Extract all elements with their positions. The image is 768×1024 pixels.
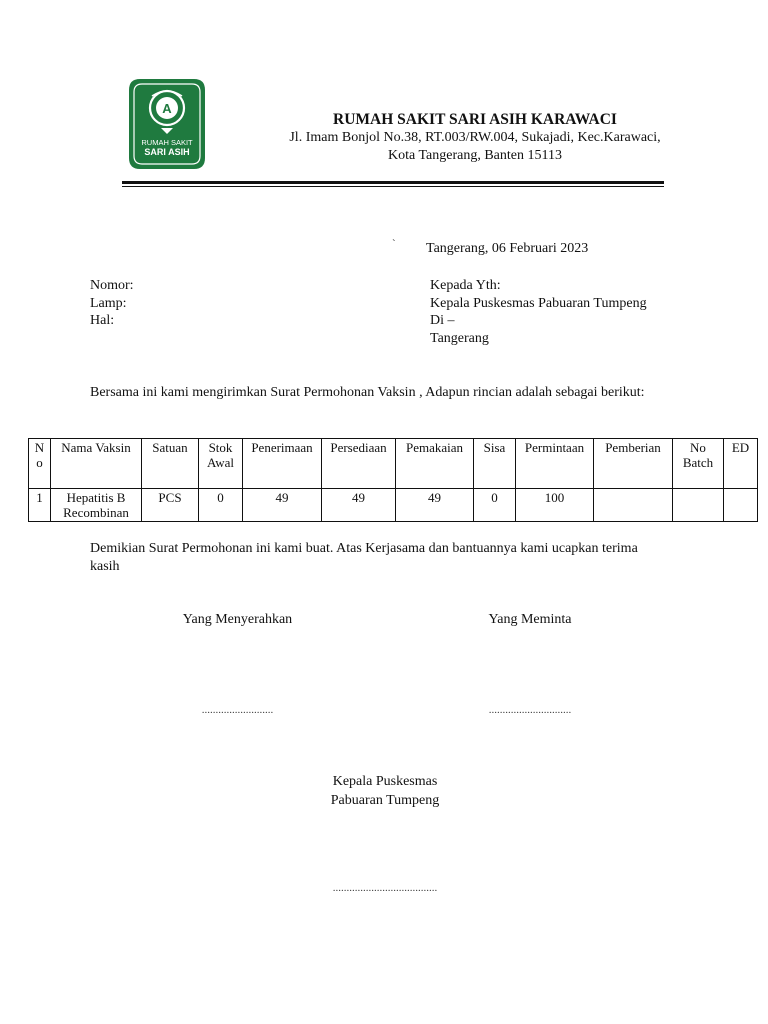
closing-paragraph: Demikian Surat Permohonan ini kami buat. Atas Kerjasama dan bantuannya kami ucapkan terima kasih bbox=[90, 541, 638, 574]
table-cell: 100 bbox=[516, 489, 594, 522]
col-header: Nama Vaksin bbox=[51, 439, 142, 489]
table-cell: 49 bbox=[322, 489, 396, 522]
address-line-1: Jl. Imam Bonjol No.38, RT.003/RW.004, Sukajadi, Kec.Karawaci, bbox=[289, 130, 661, 145]
logo-line2: SARI ASIH bbox=[144, 147, 190, 157]
table-row bbox=[29, 489, 758, 522]
hospital-address bbox=[230, 129, 720, 165]
table-cell: 49 bbox=[396, 489, 474, 522]
col-header: Sisa bbox=[474, 439, 516, 489]
recipient-block bbox=[430, 277, 647, 347]
col-header: Stok Awal bbox=[199, 439, 243, 489]
recipient-line-4: Tangerang bbox=[430, 330, 489, 346]
table-cell: PCS bbox=[142, 489, 199, 522]
table-cell bbox=[594, 489, 673, 522]
hospital-name: RUMAH SAKIT SARI ASIH KARAWACI bbox=[333, 111, 617, 128]
header-rule-thick bbox=[122, 181, 664, 184]
signature-right-line: .............................. bbox=[488, 704, 572, 716]
nomor-label: Nomor: bbox=[90, 278, 134, 293]
header-rule-thin bbox=[122, 186, 664, 187]
vaccine-table bbox=[28, 438, 758, 522]
approver-line-2: Pabuaran Tumpeng bbox=[330, 793, 440, 808]
col-header: N o bbox=[29, 439, 51, 489]
col-header: Persediaan bbox=[322, 439, 396, 489]
col-header: Penerimaan bbox=[243, 439, 322, 489]
table-cell: 1 bbox=[29, 489, 51, 522]
hal-label: Hal: bbox=[90, 313, 115, 328]
table-cell bbox=[673, 489, 724, 522]
signature-left-label: Yang Menyerahkan bbox=[182, 612, 293, 627]
col-header: Permintaan bbox=[516, 439, 594, 489]
col-header: Pemakaian bbox=[396, 439, 474, 489]
table-header-row bbox=[29, 439, 758, 489]
recipient-line-1: Kepada Yth: bbox=[430, 278, 501, 293]
col-header: Pemberian bbox=[594, 439, 673, 489]
letter-date: Tangerang, 06 Februari 2023 bbox=[426, 241, 589, 256]
address-line-2: Kota Tangerang, Banten 15113 bbox=[388, 148, 562, 163]
approver-line-1: Kepala Puskesmas bbox=[332, 774, 438, 789]
table-cell: 0 bbox=[199, 489, 243, 522]
table-cell: Hepatitis B Recombinan bbox=[51, 489, 142, 522]
stray-mark: ` bbox=[392, 238, 396, 250]
lamp-label: Lamp: bbox=[90, 295, 127, 311]
table-cell bbox=[724, 489, 758, 522]
approver-block bbox=[270, 772, 500, 810]
signature-right-label: Yang Meminta bbox=[488, 612, 572, 627]
table-cell: 0 bbox=[474, 489, 516, 522]
intro-paragraph: Bersama ini kami mengirimkan Surat Permohonan Vaksin , Adapun rincian adalah sebagai berikut: bbox=[90, 385, 645, 400]
table-cell: 49 bbox=[243, 489, 322, 522]
recipient-line-3: Di – bbox=[430, 313, 455, 328]
approver-signature-line: ...................................... bbox=[332, 882, 438, 894]
letter-meta bbox=[90, 277, 134, 330]
logo-line1: RUMAH SAKIT bbox=[141, 138, 193, 147]
signature-left-line: .......................... bbox=[201, 704, 274, 716]
col-header: Satuan bbox=[142, 439, 199, 489]
col-header: ED bbox=[724, 439, 758, 489]
col-header: No Batch bbox=[673, 439, 724, 489]
recipient-line-2: Kepala Puskesmas Pabuaran Tumpeng bbox=[430, 295, 647, 311]
hospital-logo bbox=[126, 76, 208, 172]
logo-letter: A bbox=[162, 101, 172, 116]
